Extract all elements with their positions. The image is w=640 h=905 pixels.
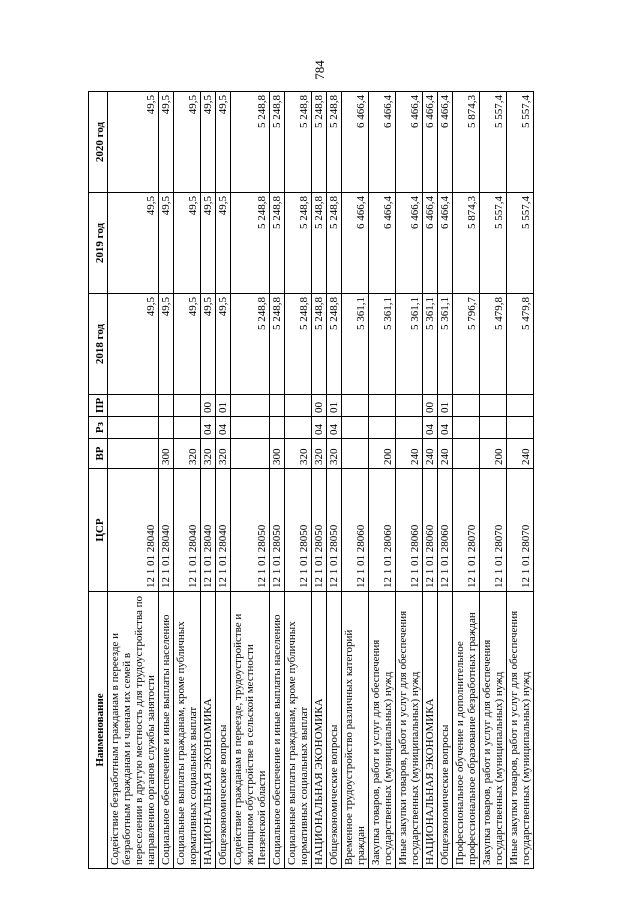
- table-header-row: [89, 92, 108, 869]
- cell-pr: [159, 395, 174, 417]
- cell-2018: 5 248,8: [270, 294, 285, 395]
- cell-pr: [507, 395, 534, 417]
- cell-2020: 5 248,8: [231, 92, 270, 193]
- cell-vr: 240: [438, 439, 453, 469]
- cell-2019: 6 466,4: [342, 193, 369, 294]
- cell-vr: 320: [216, 439, 231, 469]
- header-pr: ПР: [89, 395, 108, 417]
- cell-2018: 5 361,1: [438, 294, 453, 395]
- cell-pr: [270, 395, 285, 417]
- cell-name: Общеэкономические вопросы: [327, 592, 342, 869]
- header-2018: 2018 год: [89, 294, 108, 395]
- cell-2019: 5 248,8: [231, 193, 270, 294]
- cell-2019: 49,5: [174, 193, 201, 294]
- cell-name: Содействие безработным гражданам в переезде и безработным гражданам и членам их семей в переселении в другую местность для трудоустройства по направлению органов службы занятости: [108, 592, 159, 869]
- cell-csr: 12 1 01 28070: [453, 469, 480, 592]
- cell-vr: 200: [480, 439, 507, 469]
- table-row: [453, 92, 480, 869]
- cell-2020: 5 248,8: [327, 92, 342, 193]
- cell-2018: 5 796,7: [453, 294, 480, 395]
- table-row: [312, 92, 327, 869]
- header-2020: 2020 год: [89, 92, 108, 193]
- header-vr: ВР: [89, 439, 108, 469]
- cell-vr: 300: [270, 439, 285, 469]
- cell-vr: [453, 439, 480, 469]
- cell-2020: 6 466,4: [396, 92, 423, 193]
- cell-pr: 00: [312, 395, 327, 417]
- cell-pr: [231, 395, 270, 417]
- cell-2018: 49,5: [108, 294, 159, 395]
- cell-vr: 200: [369, 439, 396, 469]
- cell-2020: 6 466,4: [369, 92, 396, 193]
- cell-vr: [342, 439, 369, 469]
- cell-2018: 49,5: [216, 294, 231, 395]
- cell-csr: 12 1 01 28050: [327, 469, 342, 592]
- cell-vr: 320: [285, 439, 312, 469]
- cell-2018: 5 361,1: [369, 294, 396, 395]
- cell-2018: 5 479,8: [480, 294, 507, 395]
- table-row: [159, 92, 174, 869]
- cell-2020: 49,5: [201, 92, 216, 193]
- cell-csr: 12 1 01 28040: [159, 469, 174, 592]
- cell-csr: 12 1 01 28040: [174, 469, 201, 592]
- cell-2020: 5 248,8: [312, 92, 327, 193]
- cell-2019: 49,5: [201, 193, 216, 294]
- budget-table: [88, 91, 534, 869]
- cell-2020: 6 466,4: [438, 92, 453, 193]
- cell-rz: 04: [327, 417, 342, 439]
- cell-pr: [108, 395, 159, 417]
- cell-csr: 12 1 01 28060: [342, 469, 369, 592]
- table-row: [174, 92, 201, 869]
- cell-2019: 5 248,8: [327, 193, 342, 294]
- cell-rz: 04: [201, 417, 216, 439]
- cell-pr: [396, 395, 423, 417]
- cell-rz: [270, 417, 285, 439]
- cell-2019: 5 248,8: [270, 193, 285, 294]
- cell-pr: [342, 395, 369, 417]
- table-row: [369, 92, 396, 869]
- cell-2018: 49,5: [159, 294, 174, 395]
- cell-name: Профессиональное обучение и дополнительное профессиональное образование безработных граждан: [453, 592, 480, 869]
- cell-name: Содействие гражданам в переезде, трудоустройстве и жилищном обустройстве в сельской местности Пензенской области: [231, 592, 270, 869]
- cell-name: Временное трудоустройство различных категорий граждан: [342, 592, 369, 869]
- cell-2020: 5 248,8: [285, 92, 312, 193]
- cell-pr: [174, 395, 201, 417]
- cell-name: Закупка товаров, работ и услуг для обеспечения государственных (муниципальных) нужд: [369, 592, 396, 869]
- cell-vr: 240: [396, 439, 423, 469]
- cell-name: Общеэкономические вопросы: [438, 592, 453, 869]
- header-name: Наименование: [89, 592, 108, 869]
- cell-2019: 5 557,4: [480, 193, 507, 294]
- cell-name: Социальные выплаты гражданам, кроме публичных нормативных социальных выплат: [285, 592, 312, 869]
- cell-2020: 49,5: [174, 92, 201, 193]
- cell-name: Социальное обеспечение и иные выплаты населению: [159, 592, 174, 869]
- cell-2019: 5 248,8: [285, 193, 312, 294]
- cell-2018: 5 248,8: [285, 294, 312, 395]
- cell-2019: 49,5: [159, 193, 174, 294]
- cell-rz: [174, 417, 201, 439]
- cell-rz: [159, 417, 174, 439]
- cell-vr: [108, 439, 159, 469]
- cell-vr: 320: [201, 439, 216, 469]
- table-row: [201, 92, 216, 869]
- table-row: [270, 92, 285, 869]
- cell-rz: 04: [438, 417, 453, 439]
- cell-rz: [231, 417, 270, 439]
- table-row: [342, 92, 369, 869]
- cell-rz: [285, 417, 312, 439]
- cell-csr: 12 1 01 28070: [480, 469, 507, 592]
- cell-2020: 5 557,4: [507, 92, 534, 193]
- cell-rz: [507, 417, 534, 439]
- table-body: [108, 92, 534, 869]
- cell-pr: 00: [423, 395, 438, 417]
- cell-2019: 6 466,4: [369, 193, 396, 294]
- cell-vr: 240: [423, 439, 438, 469]
- cell-name: НАЦИОНАЛЬНАЯ ЭКОНОМИКА: [312, 592, 327, 869]
- cell-csr: 12 1 01 28060: [423, 469, 438, 592]
- cell-2018: 5 361,1: [423, 294, 438, 395]
- table-row: [108, 92, 159, 869]
- header-rz: Рз: [89, 417, 108, 439]
- cell-name: НАЦИОНАЛЬНАЯ ЭКОНОМИКА: [423, 592, 438, 869]
- cell-2018: 5 361,1: [396, 294, 423, 395]
- cell-rz: [342, 417, 369, 439]
- cell-2019: 5 874,3: [453, 193, 480, 294]
- cell-csr: 12 1 01 28050: [231, 469, 270, 592]
- cell-2020: 5 248,8: [270, 92, 285, 193]
- cell-csr: 12 1 01 28050: [285, 469, 312, 592]
- cell-rz: [480, 417, 507, 439]
- cell-pr: 01: [327, 395, 342, 417]
- cell-csr: 12 1 01 28060: [369, 469, 396, 592]
- cell-2019: 5 557,4: [507, 193, 534, 294]
- cell-vr: 240: [507, 439, 534, 469]
- cell-vr: 320: [327, 439, 342, 469]
- cell-2020: 6 466,4: [423, 92, 438, 193]
- cell-2018: 49,5: [201, 294, 216, 395]
- cell-pr: 00: [201, 395, 216, 417]
- cell-2019: 5 248,8: [312, 193, 327, 294]
- header-csr: ЦСР: [89, 469, 108, 592]
- cell-2018: 5 479,8: [507, 294, 534, 395]
- table-row: [507, 92, 534, 869]
- cell-2019: 6 466,4: [423, 193, 438, 294]
- cell-csr: 12 1 01 28040: [216, 469, 231, 592]
- cell-2019: 49,5: [216, 193, 231, 294]
- cell-name: Общеэкономические вопросы: [216, 592, 231, 869]
- cell-rz: [453, 417, 480, 439]
- cell-2019: 6 466,4: [438, 193, 453, 294]
- cell-csr: 12 1 01 28060: [438, 469, 453, 592]
- cell-vr: 300: [159, 439, 174, 469]
- cell-csr: 12 1 01 28050: [312, 469, 327, 592]
- table-row: [231, 92, 270, 869]
- cell-2020: 5 557,4: [480, 92, 507, 193]
- cell-2018: 5 248,8: [231, 294, 270, 395]
- table-row: [396, 92, 423, 869]
- cell-rz: 04: [423, 417, 438, 439]
- cell-pr: 01: [438, 395, 453, 417]
- table-wrapper: [88, 92, 580, 869]
- cell-csr: 12 1 01 28060: [396, 469, 423, 592]
- cell-csr: 12 1 01 28050: [270, 469, 285, 592]
- cell-rz: 04: [312, 417, 327, 439]
- cell-rz: [108, 417, 159, 439]
- cell-vr: [231, 439, 270, 469]
- cell-2020: 6 466,4: [342, 92, 369, 193]
- cell-name: Социальные выплаты гражданам, кроме публичных нормативных социальных выплат: [174, 592, 201, 869]
- rotated-table-container: [88, 92, 580, 869]
- page-number: 784: [312, 60, 327, 80]
- cell-csr: 12 1 01 28040: [201, 469, 216, 592]
- header-2019: 2019 год: [89, 193, 108, 294]
- table-row: [480, 92, 507, 869]
- cell-2018: 5 361,1: [342, 294, 369, 395]
- cell-csr: 12 1 01 28070: [507, 469, 534, 592]
- table-row: [216, 92, 231, 869]
- cell-name: Социальное обеспечение и иные выплаты населению: [270, 592, 285, 869]
- cell-rz: [396, 417, 423, 439]
- cell-2018: 49,5: [174, 294, 201, 395]
- cell-csr: 12 1 01 28040: [108, 469, 159, 592]
- cell-name: Иные закупки товаров, работ и услуг для обеспечения государственных (муниципальных) нужд: [396, 592, 423, 869]
- table-row: [327, 92, 342, 869]
- cell-pr: [453, 395, 480, 417]
- cell-rz: 04: [216, 417, 231, 439]
- cell-2019: 49,5: [108, 193, 159, 294]
- cell-vr: 320: [312, 439, 327, 469]
- cell-pr: 01: [216, 395, 231, 417]
- cell-rz: [369, 417, 396, 439]
- cell-name: НАЦИОНАЛЬНАЯ ЭКОНОМИКА: [201, 592, 216, 869]
- cell-2020: 49,5: [216, 92, 231, 193]
- cell-2019: 6 466,4: [396, 193, 423, 294]
- cell-vr: 320: [174, 439, 201, 469]
- cell-2020: 5 874,3: [453, 92, 480, 193]
- cell-pr: [369, 395, 396, 417]
- cell-2018: 5 248,8: [312, 294, 327, 395]
- table-row: [438, 92, 453, 869]
- cell-name: Иные закупки товаров, работ и услуг для обеспечения государственных (муниципальных) нужд: [507, 592, 534, 869]
- table-row: [423, 92, 438, 869]
- cell-name: Закупка товаров, работ и услуг для обеспечения государственных (муниципальных) нужд: [480, 592, 507, 869]
- cell-pr: [480, 395, 507, 417]
- cell-2020: 49,5: [159, 92, 174, 193]
- cell-pr: [285, 395, 312, 417]
- cell-2018: 5 248,8: [327, 294, 342, 395]
- cell-2020: 49,5: [108, 92, 159, 193]
- table-row: [285, 92, 312, 869]
